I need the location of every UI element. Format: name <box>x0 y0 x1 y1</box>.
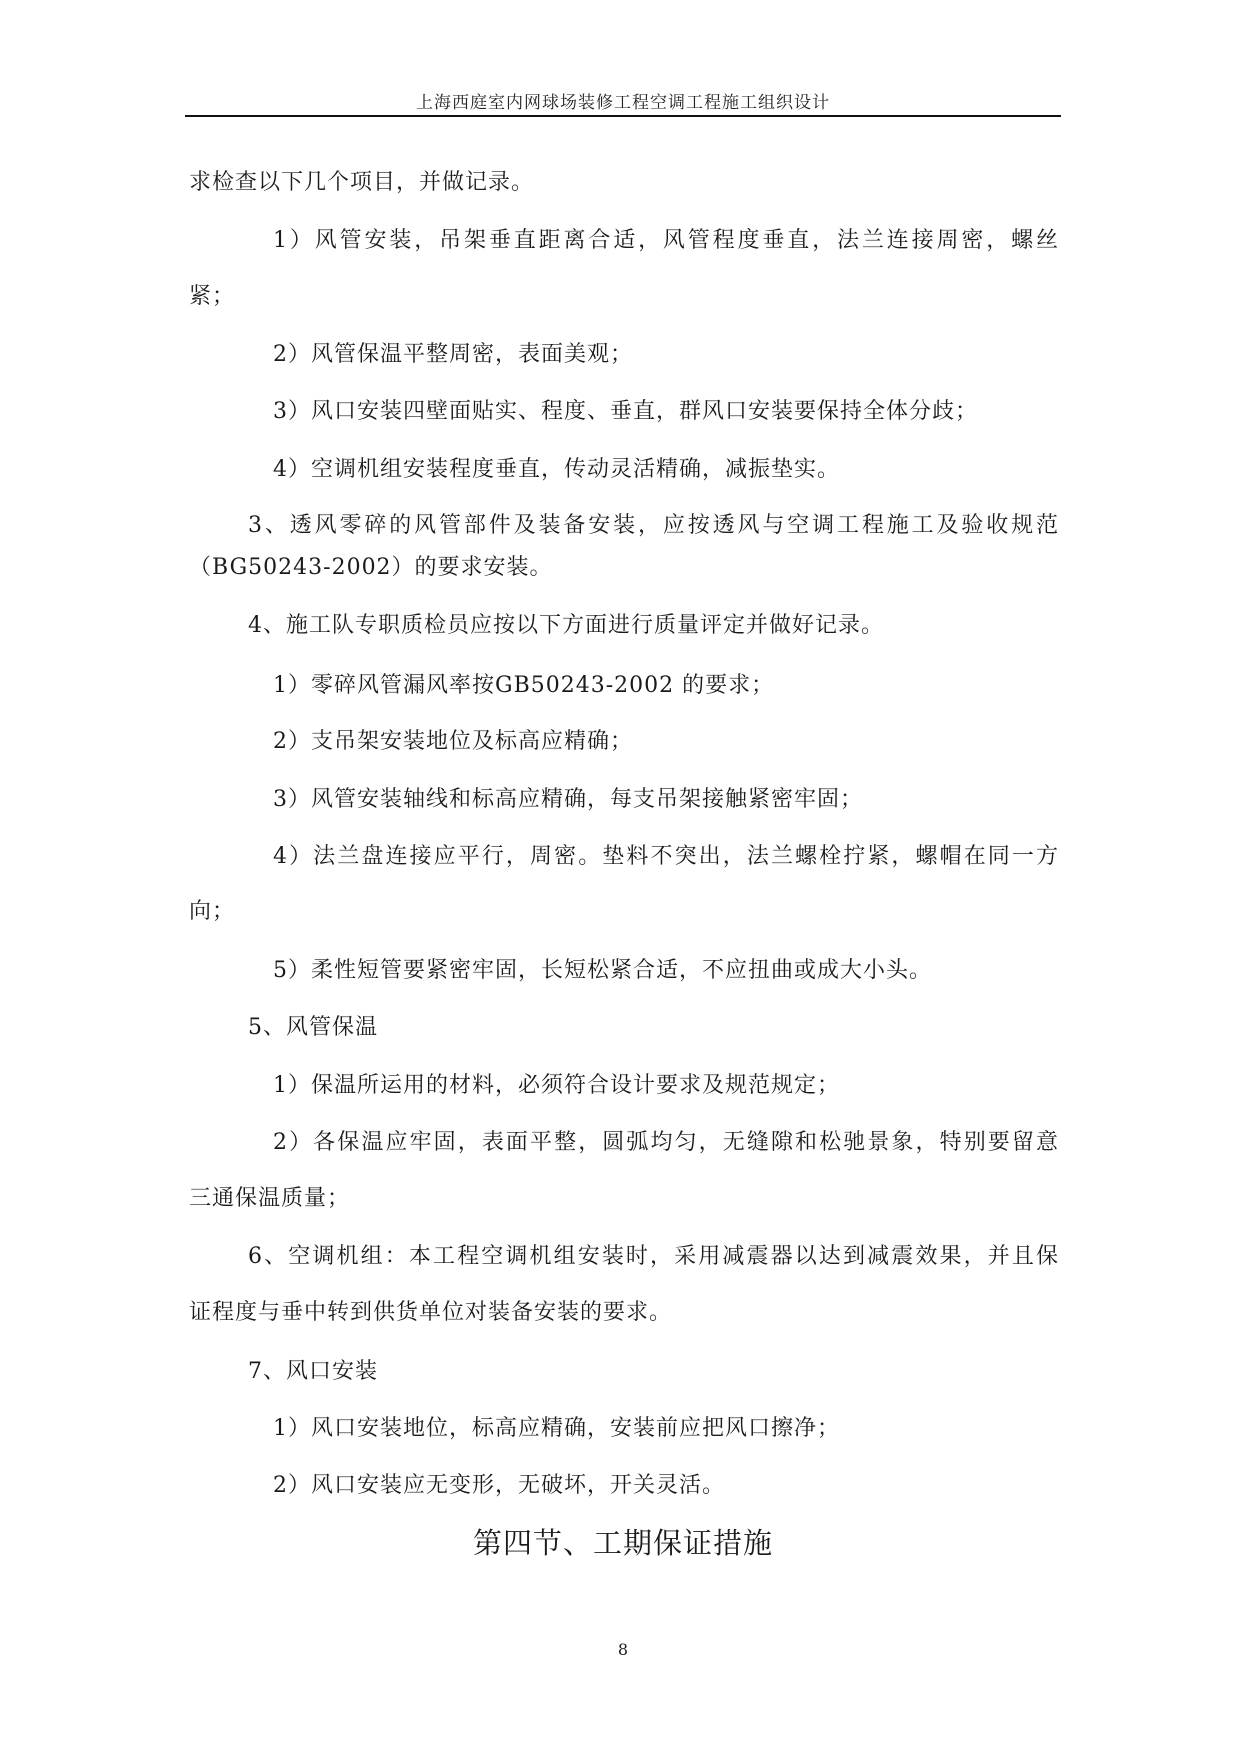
body-line: 三通保温质量； <box>189 1186 351 1211</box>
body-line: 7、风口安装 <box>248 1359 378 1384</box>
body-line: 2）风管保温平整周密，表面美观； <box>273 342 633 367</box>
body-line: 1）零碎风管漏风率按GB50243-2002 的要求； <box>273 673 775 698</box>
body-line: 向； <box>189 899 236 924</box>
body-line: （BG50243-2002）的要求安装。 <box>189 555 553 580</box>
body-line: 2）风口安装应无变形，无破坏，开关灵活。 <box>273 1473 725 1498</box>
body-line: 4）空调机组安装程度垂直，传动灵活精确，减振垫实。 <box>273 457 840 482</box>
body-line: 4、施工队专职质检员应按以下方面进行质量评定并做好记录。 <box>248 613 884 638</box>
body-line: 5）柔性短管要紧密牢固，长短松紧合适，不应扭曲或成大小头。 <box>273 958 932 983</box>
body-line: 1）风口安装地位，标高应精确，安装前应把风口擦净； <box>273 1416 840 1441</box>
body-line: 求检查以下几个项目，并做记录。 <box>189 170 535 195</box>
body-line: 2）各保温应牢固，表面平整，圆弧均匀，无缝隙和松驰景象，特别要留意 <box>273 1130 1058 1155</box>
body-line: 5、风管保温 <box>248 1015 378 1040</box>
body-line: 紧； <box>189 284 236 309</box>
body-line: 2）支吊架安装地位及标高应精确； <box>273 729 633 754</box>
body-line: 6、空调机组：本工程空调机组安装时，采用减震器以达到减震效果，并且保 <box>248 1244 1058 1269</box>
header-rule <box>185 115 1061 117</box>
body-line: 证程度与垂中转到供货单位对装备安装的要求。 <box>189 1300 673 1325</box>
page-number: 8 <box>617 1640 629 1659</box>
body-line: 3）风管安装轴线和标高应精确，每支吊架接触紧密牢固； <box>273 787 863 812</box>
body-line: 1）风管安装，吊架垂直距离合适，风管程度垂直，法兰连接周密，螺丝 <box>273 228 1058 253</box>
body-line: 3）风口安装四壁面贴实、程度、垂直，群风口安装要保持全体分歧； <box>273 399 978 424</box>
running-header-title: 上海西庭室内网球场装修工程空调工程施工组织设计 <box>416 93 830 113</box>
body-line: 3、透风零碎的风管部件及装备安装，应按透风与空调工程施工及验收规范 <box>248 513 1058 538</box>
body-line: 1）保温所运用的材料，必须符合设计要求及规范规定； <box>273 1073 840 1098</box>
body-line: 4）法兰盘连接应平行，周密。垫料不突出，法兰螺栓拧紧，螺帽在同一方 <box>273 844 1058 869</box>
section-heading: 第四节、工期保证措施 <box>472 1526 773 1560</box>
